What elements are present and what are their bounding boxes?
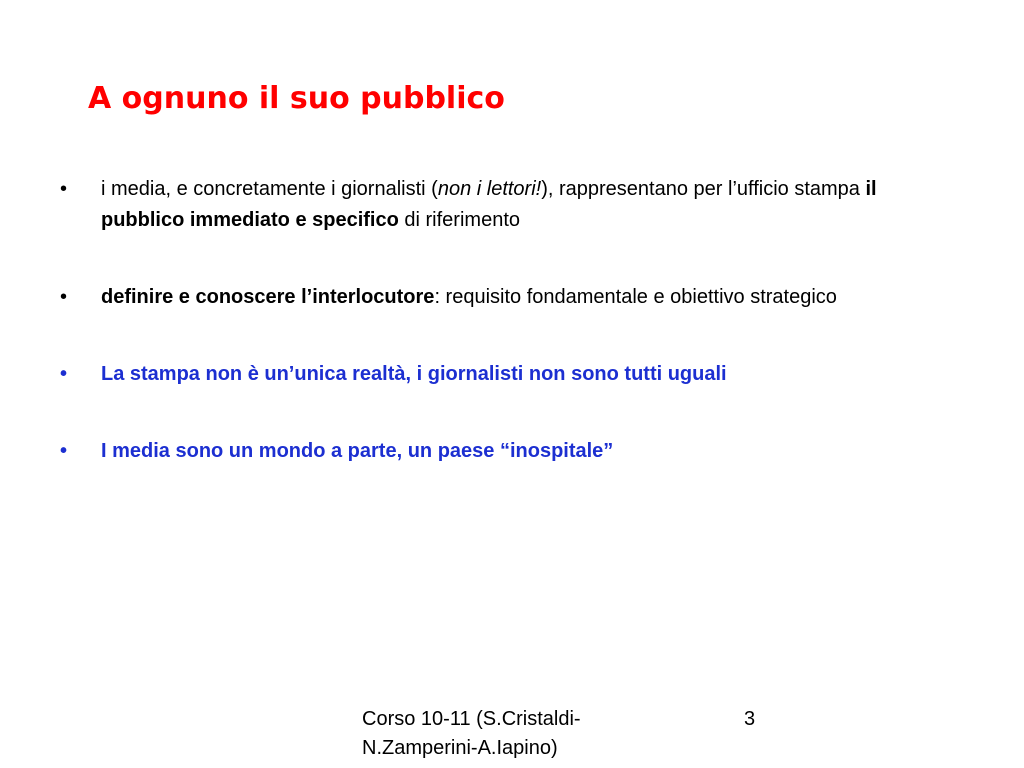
bullet-item-2 [60,282,960,313]
bullet-marker: • [60,440,68,462]
bullet-2-text: : requisito fondamentale e obiettivo strategico [434,286,837,308]
footer-line-1: Corso 10-11 (S.Cristaldi- [362,708,581,730]
bullet-marker: • [60,363,68,385]
slide-footer [362,705,662,763]
bullet-1-text-c: di riferimento [398,209,520,231]
bullet-list [60,174,960,513]
bullet-item-4 [60,436,960,467]
bullet-1-text-a: i media, e concretamente i giornalisti ( [101,178,438,200]
bullet-marker: • [60,178,68,200]
bullet-2-bold: definire e conoscere l’interlocutore [101,286,435,308]
bullet-item-3 [60,359,960,390]
bullet-1-bold: il pubblico immediato e specifico [101,178,877,231]
page-number: 3 [744,708,756,730]
bullet-item-1 [60,174,960,236]
bullet-4-text: I media sono un mondo a parte, un paese “inospitale” [101,440,614,462]
bullet-1-italic: non i lettori! [437,178,542,200]
slide-title: A ognuno il suo pubblico [88,81,505,116]
bullet-1-text-b: ), rappresentano per l’ufficio stampa [541,178,866,200]
bullet-3-text: La stampa non è un’unica realtà, i giornalisti non sono tutti uguali [101,363,727,385]
bullet-marker: • [60,286,68,308]
footer-line-2: N.Zamperini-A.Iapino) [362,737,558,759]
